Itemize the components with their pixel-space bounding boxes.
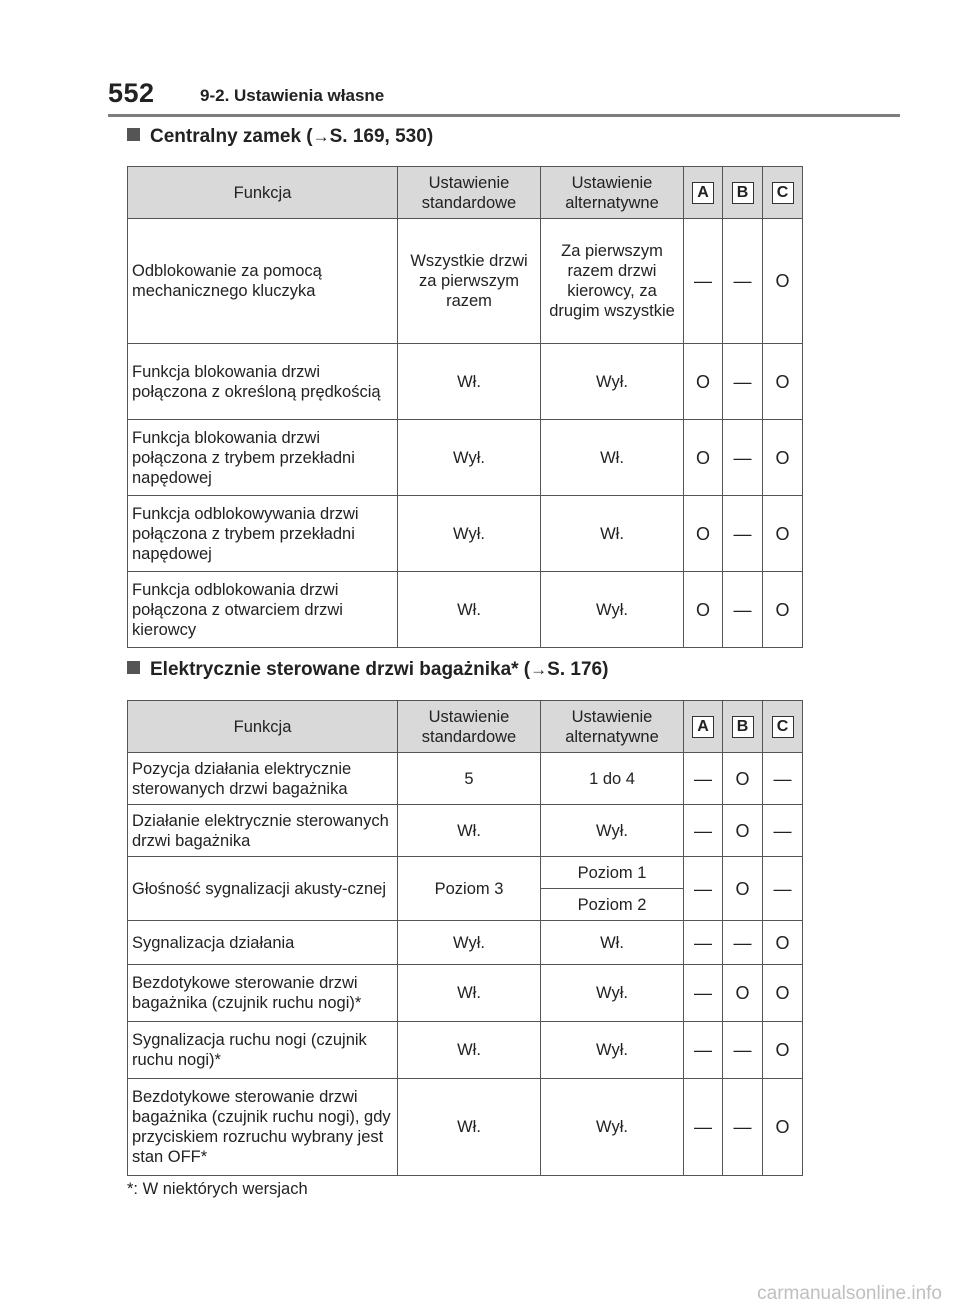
default-cell: Wł.: [398, 572, 541, 648]
table-row: [128, 1079, 803, 1176]
mark-b-cell: —: [723, 219, 763, 344]
function-cell: Głośność sygnalizacji akusty-cznej: [128, 857, 398, 921]
mark-a-cell: —: [684, 219, 723, 344]
section-title-power-tailgate: Elektrycznie sterowane drzwi bagażnika* (→S. 176): [127, 659, 608, 681]
letter-b-icon: B: [732, 182, 754, 204]
default-cell: Poziom 3: [398, 857, 541, 921]
mark-c-cell: O: [763, 420, 803, 496]
alternative-cell: Wył.: [541, 1022, 684, 1079]
arrow-right-icon: →: [530, 660, 548, 679]
function-cell: Bezdotykowe sterowanie drzwi bagażnika (czujnik ruchu nogi), gdy przyciskiem rozruchu wybrany jest stan OFF*: [128, 1079, 398, 1176]
function-cell: Funkcja odblokowywania drzwi połączona z trybem przekładni napędowej: [128, 496, 398, 572]
function-cell: Sygnalizacja ruchu nogi (czujnik ruchu nogi)*: [128, 1022, 398, 1079]
square-bullet-icon: [127, 128, 140, 141]
mark-c-cell: O: [763, 921, 803, 965]
col-header-b: [723, 167, 763, 219]
mark-c-cell: O: [763, 344, 803, 420]
table-row: [128, 420, 803, 496]
table-row: [128, 219, 803, 344]
col-header-a: [684, 701, 723, 753]
mark-a-cell: —: [684, 965, 723, 1022]
letter-a-icon: A: [692, 716, 714, 738]
function-cell: Bezdotykowe sterowanie drzwi bagażnika (czujnik ruchu nogi)*: [128, 965, 398, 1022]
function-cell: Odblokowanie za pomocą mechanicznego kluczyka: [128, 219, 398, 344]
table-row: [128, 921, 803, 965]
mark-b-cell: O: [723, 805, 763, 857]
col-header-alternative: Ustawienie alternatywne: [541, 167, 684, 219]
function-cell: Funkcja blokowania drzwi połączona z trybem przekładni napędowej: [128, 420, 398, 496]
mark-b-cell: —: [723, 921, 763, 965]
col-header-b: [723, 701, 763, 753]
mark-a-cell: —: [684, 753, 723, 805]
mark-c-cell: O: [763, 1079, 803, 1176]
default-cell: Wł.: [398, 965, 541, 1022]
header-divider: [108, 114, 900, 117]
table-row: [128, 572, 803, 648]
central-lock-table: [127, 166, 803, 648]
mark-a-cell: —: [684, 805, 723, 857]
mark-c-cell: —: [763, 857, 803, 921]
mark-c-cell: O: [763, 1022, 803, 1079]
table-header-row: [128, 701, 803, 753]
mark-b-cell: —: [723, 572, 763, 648]
section-title-central-lock: Centralny zamek (→S. 169, 530): [127, 126, 433, 148]
mark-b-cell: —: [723, 420, 763, 496]
power-tailgate-table: [127, 700, 803, 1176]
col-header-function: Funkcja: [128, 167, 398, 219]
function-cell: Działanie elektrycznie sterowanych drzwi bagażnika: [128, 805, 398, 857]
mark-a-cell: —: [684, 1079, 723, 1176]
mark-a-cell: O: [684, 572, 723, 648]
letter-c-icon: C: [772, 182, 794, 204]
alternative-cell: Wł.: [541, 496, 684, 572]
mark-b-cell: —: [723, 496, 763, 572]
table-row: [128, 1022, 803, 1079]
mark-a-cell: —: [684, 857, 723, 921]
alternative-cell: Wył.: [541, 1079, 684, 1176]
alternative-cell: Poziom 1: [541, 857, 684, 889]
alternative-cell: Wył.: [541, 572, 684, 648]
alternative-cell: Wył.: [541, 965, 684, 1022]
mark-a-cell: O: [684, 496, 723, 572]
alternative-cell: Wł.: [541, 420, 684, 496]
letter-c-icon: C: [772, 716, 794, 738]
mark-b-cell: O: [723, 965, 763, 1022]
default-cell: Wył.: [398, 496, 541, 572]
mark-a-cell: O: [684, 420, 723, 496]
mark-b-cell: O: [723, 753, 763, 805]
chapter-title: 9-2. Ustawienia własne: [200, 86, 385, 105]
watermark: carmanualsonline.info: [757, 1283, 942, 1304]
page-reference: S. 169, 530): [329, 126, 434, 147]
table-header-row: [128, 167, 803, 219]
col-header-a: [684, 167, 723, 219]
page-number: 552: [108, 78, 155, 108]
mark-c-cell: —: [763, 805, 803, 857]
col-header-function: Funkcja: [128, 701, 398, 753]
col-header-default: Ustawienie standardowe: [398, 167, 541, 219]
mark-c-cell: —: [763, 753, 803, 805]
alternative-cell: Wł.: [541, 921, 684, 965]
default-cell: Wszystkie drzwi za pierwszym razem: [398, 219, 541, 344]
table-row: [128, 496, 803, 572]
default-cell: Wł.: [398, 1079, 541, 1176]
default-cell: 5: [398, 753, 541, 805]
col-header-default: Ustawienie standardowe: [398, 701, 541, 753]
function-cell: Funkcja blokowania drzwi połączona z określoną prędkością: [128, 344, 398, 420]
mark-b-cell: —: [723, 1079, 763, 1176]
mark-c-cell: O: [763, 496, 803, 572]
table-row: [128, 753, 803, 805]
page-reference: S. 176): [547, 659, 609, 680]
alternative-cell-2: Poziom 2: [541, 889, 684, 921]
mark-a-cell: O: [684, 344, 723, 420]
mark-c-cell: O: [763, 572, 803, 648]
letter-b-icon: B: [732, 716, 754, 738]
function-cell: Funkcja odblokowania drzwi połączona z otwarciem drzwi kierowcy: [128, 572, 398, 648]
function-cell: Pozycja działania elektrycznie sterowanych drzwi bagażnika: [128, 753, 398, 805]
col-header-c: [763, 701, 803, 753]
mark-b-cell: —: [723, 344, 763, 420]
default-cell: Wł.: [398, 1022, 541, 1079]
arrow-right-icon: →: [312, 127, 330, 146]
mark-a-cell: —: [684, 921, 723, 965]
alternative-cell: 1 do 4: [541, 753, 684, 805]
function-cell: Sygnalizacja działania: [128, 921, 398, 965]
mark-b-cell: —: [723, 1022, 763, 1079]
mark-c-cell: O: [763, 965, 803, 1022]
mark-b-cell: O: [723, 857, 763, 921]
col-header-alternative: Ustawienie alternatywne: [541, 701, 684, 753]
letter-a-icon: A: [692, 182, 714, 204]
mark-c-cell: O: [763, 219, 803, 344]
table-row: [128, 857, 803, 889]
default-cell: Wył.: [398, 921, 541, 965]
table-row: [128, 344, 803, 420]
default-cell: Wł.: [398, 805, 541, 857]
alternative-cell: Wył.: [541, 344, 684, 420]
square-bullet-icon: [127, 661, 140, 674]
col-header-c: [763, 167, 803, 219]
default-cell: Wył.: [398, 420, 541, 496]
table-row: [128, 965, 803, 1022]
mark-a-cell: —: [684, 1022, 723, 1079]
alternative-cell: Za pierwszym razem drzwi kierowcy, za drugim wszystkie: [541, 219, 684, 344]
table-row: [128, 805, 803, 857]
alternative-cell: Wył.: [541, 805, 684, 857]
default-cell: Wł.: [398, 344, 541, 420]
footnote: *: W niektórych wersjach: [127, 1180, 308, 1198]
